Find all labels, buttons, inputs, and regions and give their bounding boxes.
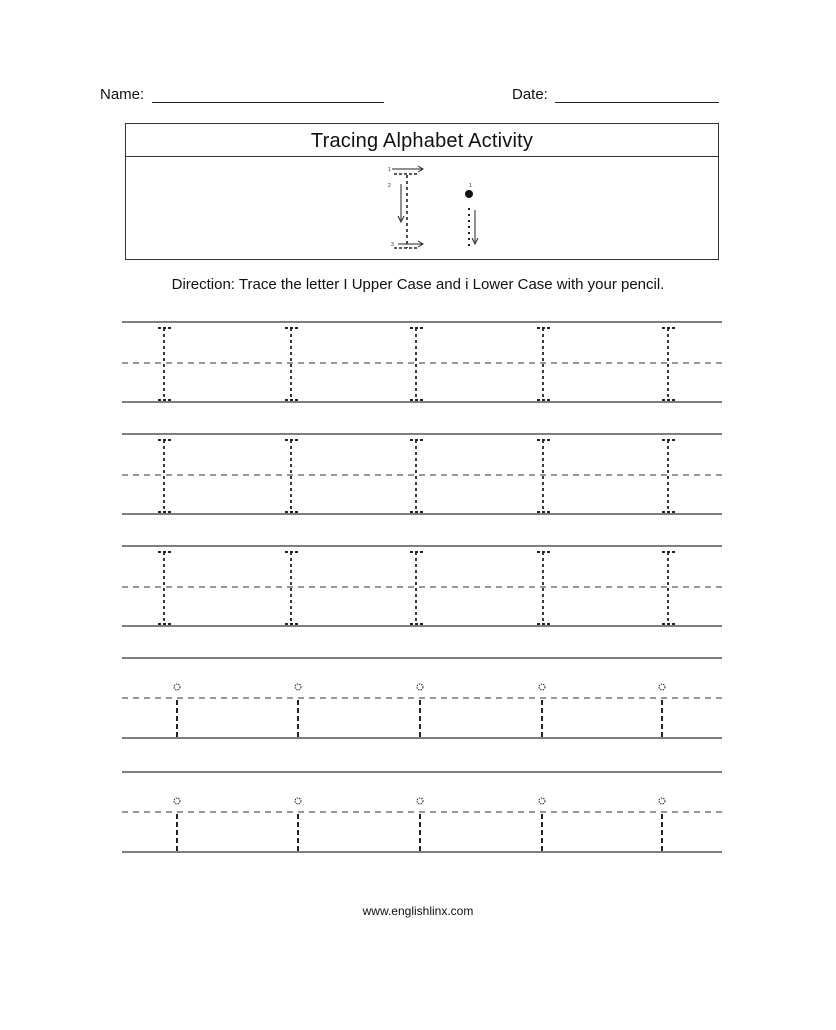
date-label: Date: <box>512 86 548 103</box>
footer-url: www.englishlinx.com <box>362 904 474 918</box>
trace-letter-lower-i <box>174 798 180 851</box>
trace-letter-upper-i <box>410 440 423 512</box>
trace-letter-upper-i <box>285 440 298 512</box>
trace-letter-upper-i <box>537 440 550 512</box>
trace-letter-upper-i <box>410 328 423 400</box>
trace-letter-upper-i <box>158 440 171 512</box>
trace-letter-upper-i <box>285 552 298 624</box>
svg-text:1: 1 <box>469 183 472 189</box>
trace-letter-lower-i <box>539 684 545 737</box>
trace-letter-upper-i <box>158 328 171 400</box>
trace-letter-upper-i <box>662 552 675 624</box>
svg-text:3: 3 <box>391 242 394 248</box>
trace-letter-upper-i <box>158 552 171 624</box>
trace-letter-upper-i <box>410 552 423 624</box>
trace-letter-upper-i <box>662 328 675 400</box>
trace-letter-lower-i <box>417 798 423 851</box>
trace-letter-lower-i <box>539 798 545 851</box>
trace-letter-lower-i <box>295 684 301 737</box>
trace-letter-upper-i <box>537 328 550 400</box>
trace-letter-upper-i <box>285 328 298 400</box>
direction-text: Direction: Trace the letter I Upper Case and i Lower Case with your pencil. <box>171 276 665 293</box>
trace-letter-lower-i <box>174 684 180 737</box>
trace-letter-upper-i <box>537 552 550 624</box>
trace-letter-lower-i <box>659 798 665 851</box>
trace-letter-lower-i <box>417 684 423 737</box>
page-title: Tracing Alphabet Activity <box>310 130 534 152</box>
trace-letter-upper-i <box>662 440 675 512</box>
trace-letter-lower-i <box>295 798 301 851</box>
svg-text:2: 2 <box>388 183 391 189</box>
trace-letter-lower-i <box>659 684 665 737</box>
svg-text:1: 1 <box>388 167 391 173</box>
name-label: Name: <box>100 86 145 103</box>
